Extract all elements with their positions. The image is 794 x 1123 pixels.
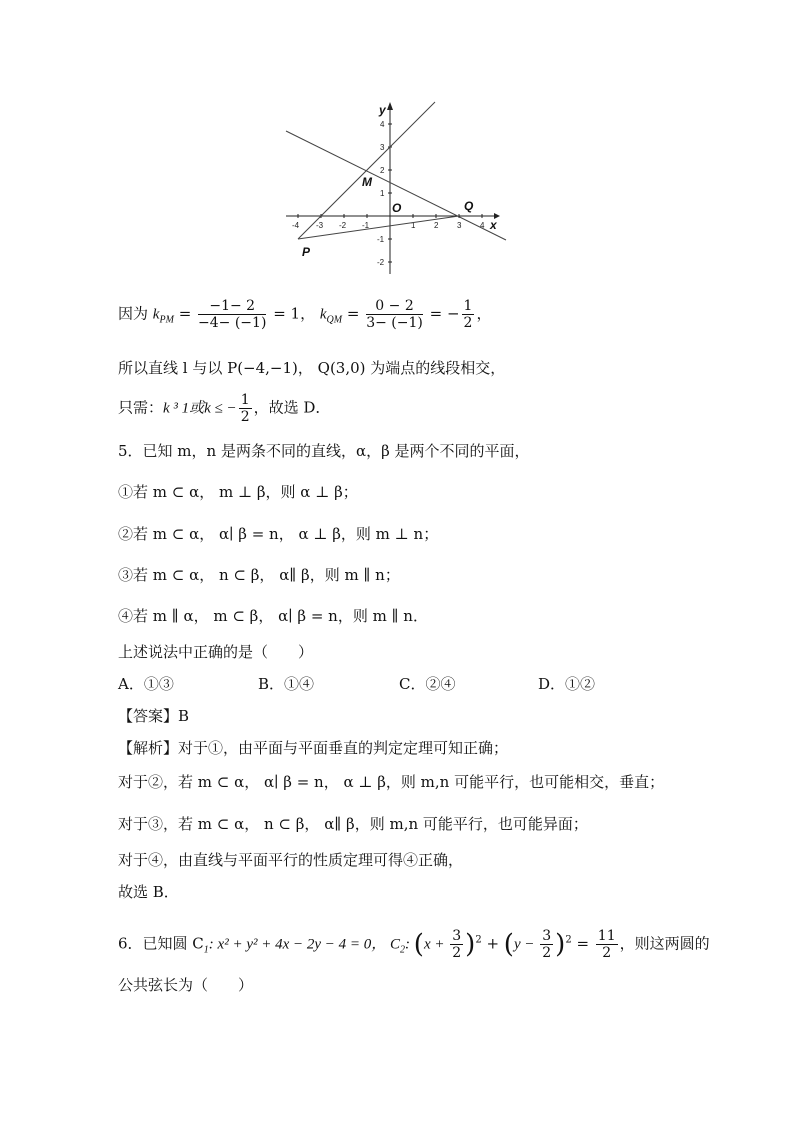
point-P-label: P: [302, 245, 311, 259]
slope-calculation: 因为 $k_{PM}$ = $\frac{-1- 2}{-4- (-1)}$ = 1， $k_{QM}$ = $\frac{0 - 2}{3- (-1)}$ = − $\frac{1}{2}$ ，: [118, 298, 492, 331]
xtick-label: -1: [362, 221, 370, 230]
q5-analysis-3: 对于③，若 m ⊂ α， n ⊂ β， α∥ β，则 m,n 可能平行，也可能异面；: [118, 815, 588, 833]
ytick-label: -2: [377, 258, 385, 267]
option-C: C．②④: [399, 675, 456, 693]
xtick-label: -4: [292, 221, 300, 230]
xtick-label: -2: [339, 221, 347, 230]
point-M-label: M: [362, 175, 372, 189]
q5-analysis-4: 对于④，由直线与平面平行的性质定理可得④正确，: [118, 851, 464, 869]
q6-fraction-1: $\frac{3}{2}$: [452, 928, 462, 961]
point-Q-label: Q: [464, 199, 474, 213]
q5-answer: 【答案】B: [118, 707, 190, 725]
q5-analysis-2: 对于②，若 m ⊂ α， α∣ β = n， α ⊥ β，则 m,n 可能平行，也可能相交，垂直；: [118, 773, 665, 791]
k1-fraction: $\frac{-1- 2}{-4- (-1)}$: [198, 298, 267, 331]
xtick-label: 1: [411, 221, 416, 230]
option-A: A．①③: [118, 675, 174, 693]
coordinate-figure: [280, 98, 510, 278]
q5-analysis-5: 故选 B．: [118, 883, 179, 901]
option-B: B．①④: [258, 675, 315, 693]
q5-statement-2: ②若 m ⊂ α， α∣ β = n， α ⊥ β，则 m ⊥ n；: [118, 525, 439, 543]
ytick-label: 3: [380, 143, 385, 152]
q5-stem: 5．已知 m，n 是两条不同的直线，α，β 是两个不同的平面，: [118, 442, 530, 460]
axis-x-label: x: [490, 218, 497, 232]
lead-text: 因为: [118, 304, 149, 323]
k2-prefix: = −: [424, 304, 460, 323]
q6-rhs-fraction: $\frac{11}{2}$: [597, 928, 616, 961]
k1-value: = 1: [268, 304, 301, 323]
axis-y-label: y: [379, 103, 386, 117]
k2-fraction: $\frac{0 - 2}{3- (-1)}$: [366, 298, 423, 331]
ytick-label: 4: [380, 120, 385, 129]
q5-question: 上述说法中正确的是（ ）: [118, 643, 314, 661]
intersect-statement: 所以直线 l 与以 P(−4,−1)， Q(3,0) 为端点的线段相交，: [118, 359, 506, 377]
xtick-label: 2: [434, 221, 439, 230]
k2-subscript: QM: [326, 314, 343, 326]
q5-statement-4: ④若 m ∥ α， m ⊂ β， α∣ β = n，则 m ∥ n．: [118, 607, 428, 625]
q6-line-2: 公共弦长为（ ）: [118, 976, 254, 994]
xtick-label: 3: [457, 221, 462, 230]
condition-line: 只需：k ³ 1或k ≤ − $\frac{1}{2}$ ，故选 D．: [118, 392, 331, 425]
q5-statement-1: ①若 m ⊂ α， m ⊥ β，则 α ⊥ β；: [118, 483, 358, 501]
y-axis-arrow: [387, 102, 393, 110]
q6-fraction-2: $\frac{3}{2}$: [542, 928, 552, 961]
ytick-label: 1: [380, 189, 385, 198]
q5-analysis-1: 【解析】对于①，由平面与平面垂直的判定定理可知正确；: [118, 739, 509, 757]
xtick-label: 4: [480, 221, 485, 230]
k1-subscript: PM: [159, 314, 174, 326]
ytick-label: -1: [377, 235, 385, 244]
q5-statement-3: ③若 m ⊂ α， n ⊂ β， α∥ β，则 m ∥ n；: [118, 566, 400, 584]
ytick-label: 2: [380, 166, 385, 175]
origin-label: O: [392, 201, 402, 215]
xtick-label: -3: [316, 221, 324, 230]
q6-stem: 6．已知圆 $C_1$: x² + y² + 4x − 2y − 4 = 0， $C_2$: (x + $\frac{3}{2}$ )$^2$ + (y − $\frac{3}{2}$ )$^2$ = $\frac{11}{2}$ ，则这两圆的: [118, 928, 710, 961]
k2-result-fraction: $\frac{1}{2}$: [463, 298, 473, 331]
q5-options: [118, 674, 678, 694]
condition-fraction: $\frac{1}{2}$: [240, 392, 250, 425]
option-D: D．①②: [538, 675, 596, 693]
